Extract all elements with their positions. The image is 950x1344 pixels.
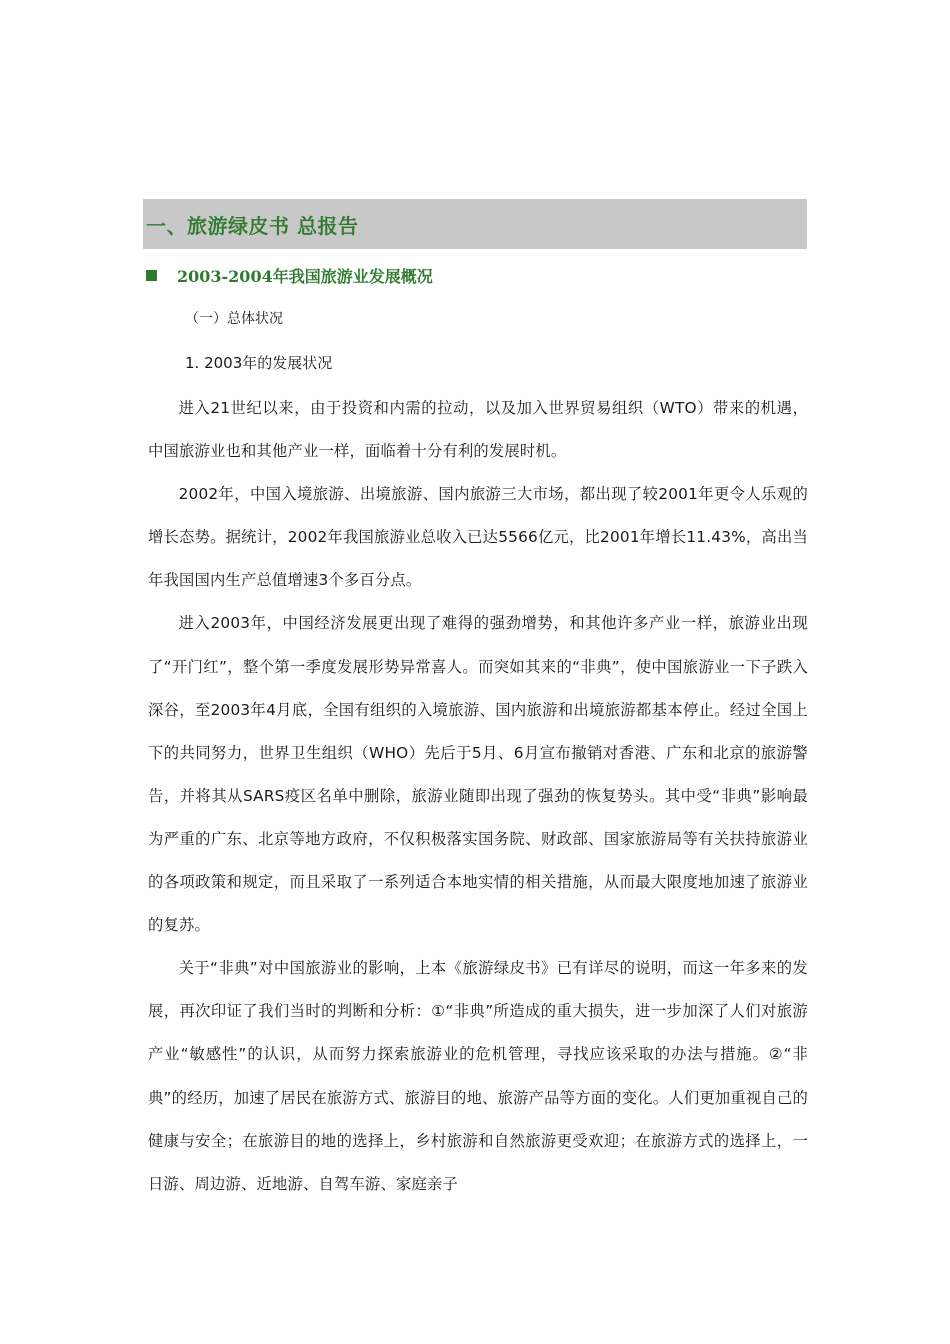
section-heading [146, 262, 433, 288]
section-title: 2003-2004年我国旅游业发展概况 [177, 266, 433, 286]
square-bullet-icon [146, 270, 157, 281]
paragraph: 2002年，中国入境旅游、出境旅游、国内旅游三大市场，都出现了较2001年更令人乐观的增长态势。据统计，2002年我国旅游业总收入已达5566亿元，比2001年增长11.43%，高出当年我国国内生产总值增速3个多百分点。 [148, 485, 808, 590]
chapter-title: 一、旅游绿皮书 总报告 [146, 214, 359, 238]
subsection-title: （一）总体状况 [185, 311, 283, 327]
paragraph: 关于“非典”对中国旅游业的影响，上本《旅游绿皮书》已有详尽的说明，而这一年多来的发展，再次印证了我们当时的判断和分析：①“非典”所造成的重大损失，进一步加深了人们对旅游产业“敏感性”的认识，从而努力探索旅游业的危机管理，寻找应该采取的办法与措施。②“非典”的经历，加速了居民在旅游方式、旅游目的地、旅游产品等方面的变化。人们更加重视自己的健康与安全；在旅游目的地的选择上，乡村旅游和自然旅游更受欢迎；在旅游方式的选择上，一日游、周边游、近地游、自驾车游、家庭亲子 [148, 959, 808, 1193]
paragraph: 进入2003年，中国经济发展更出现了难得的强劲增势，和其他许多产业一样，旅游业出现了“开门红”，整个第一季度发展形势异常喜人。而突如其来的“非典”，使中国旅游业一下子跌入深谷，至2003年4月底，全国有组织的入境旅游、国内旅游和出境旅游都基本停止。经过全国上下的共同努力，世界卫生组织（WHO）先后于5月、6月宣布撤销对香港、广东和北京的旅游警告，并将其从SARS疫区名单中删除，旅游业随即出现了强劲的恢复势头。其中受“非典”影响最为严重的广东、北京等地方政府，不仅积极落实国务院、财政部、国家旅游局等有关扶持旅游业的各项政策和规定，而且采取了一系列适合本地实情的相关措施，从而最大限度地加速了旅游业的复苏。 [148, 614, 808, 935]
body-text [148, 387, 808, 1206]
paragraph: 进入21世纪以来，由于投资和内需的拉动，以及加入世界贸易组织（WTO）带来的机遇，中国旅游业也和其他产业一样，面临着十分有利的发展时机。 [148, 399, 808, 461]
chapter-header-bar [143, 199, 807, 249]
subsubsection-title: 1. 2003年的发展状况 [185, 354, 333, 372]
